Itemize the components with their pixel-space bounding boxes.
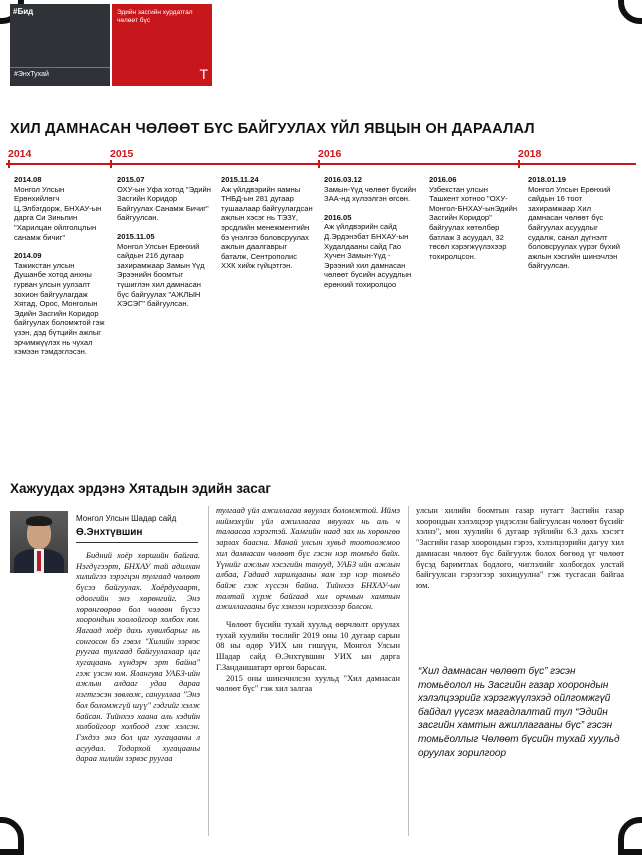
year-label: 2018	[518, 148, 542, 160]
year-tick	[318, 160, 320, 168]
timeline-date: 2014.08	[14, 175, 42, 184]
photo-tie	[37, 551, 41, 571]
page-corner	[0, 817, 24, 855]
column-divider	[408, 506, 409, 836]
thumbnail-red	[112, 4, 212, 86]
timeline-column	[528, 175, 620, 280]
article-paragraph: 2015 оны шинэчилсэн хуульд "Хил дамнасан чөлөөт бүс" гэж хил залгаа	[216, 673, 400, 694]
timeline-date: 2018.01.19	[528, 175, 567, 184]
year-tick	[110, 160, 112, 168]
article-paragraph: Бидний хоёр хөршийн байгаа. Нэгдүгээрт, БНХАУ тай адилхан хилийгээ зэрэгцэн тулгаад чөлөөт бүсээ байгуулах. Хоёрдугаарт, одоогийн энэ хөрөнгийг. Энэ хөрөнгөөрөө бол чөлөөн бүсээ хоорондын хоолойгоор холбох юм. Яагаад хоёр дахь хувилбарыг нь сонгосон бэ гэвэл "Хилийн зэрвэс руугаа тулгаад байгуулахаар цаг хугацаань хүндэрч эрт байна" гэж үзсэн юм. Ялангуяа УАБЗ-ийн ажлын алдааг удаа дараа нэгтгэсэн зөвлөж, санууллаа "Энэ бол боломжгүй шүү" гэдгийг хэлж байсан. Тийнхээ хаана аль хэдийн холбойгоор холбоод гэж хэлсэн. Гэхдээ энэ бол цаг хугацааны л асуудал. Тодорхой хугацааны дараа хилийн зэрвэс руугаа	[76, 551, 200, 764]
timeline-entry	[324, 175, 418, 204]
thumbnail-red-label: Эдийн засгийн хурдатгал чөлөөт бүс	[117, 9, 193, 24]
article-column-2	[216, 506, 400, 695]
timeline-text: Аж үйлдвэрийн сайд Д.Эрдэнэбат БНХАУ-ын Худалдааны сайд Гао Хучен Замын-Үүд - Эрээний хил дамнасан чөлөөт бүсийн асуудлын ерөнхий тохиролцоо	[324, 222, 412, 289]
timeline-entry	[528, 175, 620, 271]
author-photo	[10, 511, 68, 573]
timeline-entry	[14, 175, 106, 242]
thumbnail-dark	[10, 4, 110, 86]
timeline-entry	[324, 213, 418, 290]
timeline-entry	[117, 175, 211, 223]
page-corner	[618, 0, 642, 24]
timeline-text: Монгол Улсын Ерөнхий сайдын 216 дугаар захирамжаар Замын Үүд Эрээнийн боомтыг түшиглэн хил дамнасан бүс байгуулах "АЖЛЫН ХЭСЭГ" байгуулсан.	[117, 241, 205, 309]
thumbnail-red-mark: T	[199, 66, 208, 82]
timeline-text: Замын-Үүд чөлөөт бүсийн ЗАА-нд хүлээлгэн өгсөн.	[324, 184, 417, 204]
timeline-text: Монгол Улсын Ерөнхийлөгч Ц.Элбэгдорж, БНХАУ-ын дарга Си Зиньпин "Харилцан ойлголцлын санамж бичиг"	[14, 184, 102, 242]
year-label: 2016	[318, 148, 342, 160]
timeline-date: 2015.11.05	[117, 231, 155, 241]
timeline-text: Монгол Улсын Ерөнхий сайдын 16 тоот захирамжаар Хил дамнасан чөлөөт бүс байгуулах асуудлыг судалж, санал дүгнэлт боловсруулах үүрэг бүхий ажлын хэсгийн шинэчлэн байгуулсан.	[528, 184, 621, 271]
thumbnail-divider	[10, 67, 110, 68]
page-corner	[618, 817, 642, 855]
timeline-date: 2016.06	[429, 175, 457, 184]
year-label: 2015	[110, 148, 134, 160]
timeline-date: 2015.07	[117, 175, 145, 184]
timeline-title: ХИЛ ДАМНАСАН ЧӨЛӨӨТ БҮС БАЙГУУЛАХ ҮЙЛ ЯВЦЫН ОН ДАРААЛАЛ	[10, 121, 535, 137]
timeline-date: 2016.05	[324, 212, 352, 222]
timeline-column	[221, 175, 313, 280]
pull-quote: “Хил дамнасан чөлөөт бүс” гэсэн томьёолол нь Засгийн газар хоорондын хэлэлцээрийг хэрэгжүүлэхэд ойлгомжгүй байдал үүсгэх магадлалтай тул “Эдийн засгийн хамтын ажиллагааны бүс” гэсэн томьёоллыг Чөлөөт бүсийн тухай хуульд оруулах зорилгоор	[418, 666, 620, 759]
timeline-text: Тажикстан улсын Душанбе хотод анхны гурван улсын уулзалт зохион байгуулагдаж Хятад, Орос, Монголын Эдийн Засгийн Коридор байгуулах боломжтой гэж үзэн, дэд бүтцийн ажлыг эрчимжүүлэх нь чухал хэмээн тэмдэглэсэн.	[14, 260, 105, 357]
author-divider	[76, 542, 198, 543]
article-title: Хажуудах эрдэнэ Хятадын эдийн засаг	[10, 481, 272, 496]
timeline-entry	[429, 175, 519, 261]
timeline-entry	[14, 251, 106, 357]
timeline-date: 2016.03.12	[324, 175, 363, 184]
year-label: 2014	[8, 148, 32, 160]
article-paragraph: Чөлөөт бүсийн тухай хуульд өөрчлөлт оруулах тухай хуулийн төслийг 2019 оны 10 дугаар сарын 08 ны өдөр УИХ ын гишүүн, Монгол Улсын Шадар сайд Ө.Энхтүвшин УИХ ын дарга Г.Занданшатарт өргөн барьсан.	[216, 620, 400, 672]
timeline-text: Аж үйлдвэрийн яамны ТНБД-ын 281 дугаар тушаалаар байгуулагдсан ажлын хэсэг нь ТЭЗҮ, эрсдлийн менежментийн бэ үнэлгээ боловсруулах ажлын даалгаврыг баталж, Сентрополис ХХК хийж гүйцэтгэн.	[221, 184, 313, 271]
thumbnail-dark-bottom-label: #ЭнхТухай	[14, 71, 49, 78]
photo-hair	[26, 516, 52, 526]
article-column-3	[416, 506, 624, 592]
article-paragraph: улсын хилийн боомтын газар нутагт Засгийн газар хоорондын хэлэлцээр үндэслэн байгуулсан чөлөөт бүсийг хэлнэ", мөн хуулийн 6 дугаар зүйлийн 6.3 дахь хэсэгт "Засгийн газар хоорондын гэрээ, хэлэлцээрийн дагуу хил дамнасан чөлөөт бүс байгуулж болох бөгөөд үг чөлөөт бүсэд баримтлах бодлого, чиглэлийг холбогдох улстай байгуулсан гэрээгээр зохицуулна" гэж тусгасан байгаа юм.	[416, 506, 624, 590]
timeline-text: ОХУ-ын Уфа хотод "Эдийн Засгийн Коридор Байгуулах Санамж Бичиг" байгуулсан.	[117, 184, 211, 223]
timeline-entry	[221, 175, 313, 271]
article-column-1	[76, 551, 200, 765]
author-name: Ө.Энхтүвшин	[76, 527, 143, 538]
timeline-entry	[117, 232, 211, 309]
timeline-column	[429, 175, 519, 270]
year-tick	[8, 160, 10, 168]
author-role: Монгол Улсын Шадар сайд	[76, 514, 177, 523]
timeline-date: 2015.11.24	[221, 175, 259, 184]
timeline-column	[324, 175, 418, 299]
timeline-text: Узбекстан улсын Ташкент хотноо "ОХУ-Монгол-БНХАУ-ынЭдийн Засгийн Коридор" байгуулах хөтөлбөр батлаж 3 асуудал, 32 төсөл хэрэгжүүлэхээр тохиролцсон.	[429, 184, 518, 261]
timeline-column	[14, 175, 106, 366]
column-divider	[208, 506, 209, 836]
timeline-column	[117, 175, 211, 318]
timeline-axis	[6, 163, 636, 165]
article-paragraph: тулгаад үйл ажиллагаа явуулах боломжтой. Иймэ ниймэхүйн үйл ажиллагаа явуулах нь аль ч талаасаа хэрэгтэй. Хамгийн наад зах нь хөрөнгөө зарлах баасна. Манай улсын хувьд тоотоожмоо хил дамнасан чөлөөт бүс гэсэн нэр томъёо байх. Үүнийг ажлын хэсэгийн танууд, УАБЗ ийн ажлын албаа, Гадаад харилцааны яам зэр нэр томъёо байж гэж хүссэн байна. Тийнхээ БНХАУ-ын талтай хүрж байгаад хил орчмын хамтын ажиллагааны бүс хэмээн нэрлэхэээр болсон.	[216, 506, 400, 612]
year-tick	[518, 160, 520, 168]
thumbnail-dark-label: #Бид	[13, 7, 34, 16]
timeline-date: 2014.09	[14, 251, 42, 261]
